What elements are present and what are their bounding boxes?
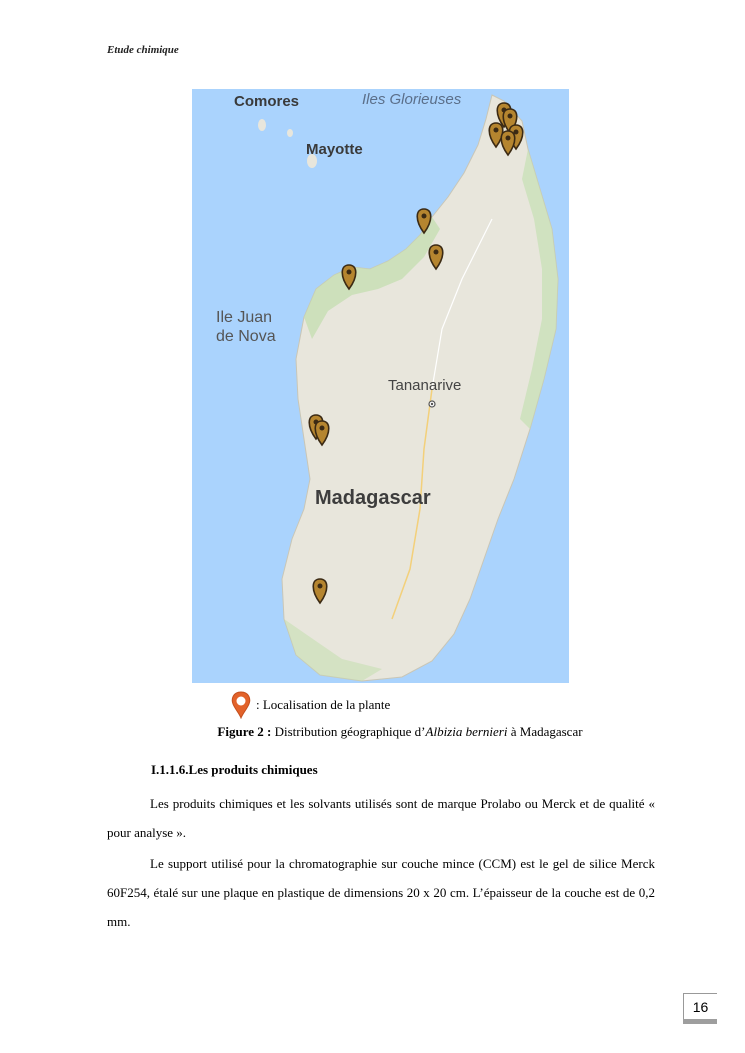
label-comores: Comores: [234, 93, 300, 110]
paragraph-2: Le support utilisé pour la chromatographie sur couche mince (CCM) est le gel de silice Merck 60F254, étalé sur une plaque en plastique de dimensions 20 x 20 cm. L’épaisseur de la couche est de 0,2 mm.: [107, 856, 655, 929]
legend-text: : Localisation de la plante: [256, 697, 391, 712]
figure-caption: [0, 724, 745, 740]
label-madagascar: Madagascar: [315, 487, 431, 509]
label-juan-de-nova-2: de Nova: [216, 328, 276, 345]
running-header: Etude chimique: [107, 44, 179, 56]
label-tananarive: Tananarive: [388, 377, 462, 394]
map-graphic: [192, 89, 569, 683]
label-glorieuses: Iles Glorieuses: [362, 91, 462, 108]
distribution-map: [192, 89, 569, 683]
paragraph-1: Les produits chimiques et les solvants utilisés sont de marque Prolabo ou Merck et de qualité « pour analyse ».: [107, 796, 655, 840]
page-number-bar: [683, 1019, 717, 1024]
caption-text-after: à Madagascar: [507, 724, 583, 739]
section-heading: I.1.1.6.Les produits chimiques: [151, 762, 318, 777]
comores-island: [258, 119, 266, 131]
comores-island-2: [287, 129, 293, 137]
label-juan-de-nova-1: Ile Juan: [216, 309, 273, 326]
map-legend: [230, 690, 390, 720]
caption-species: Albizia bernieri: [425, 724, 508, 739]
caption-label: Figure 2 :: [217, 724, 272, 739]
page-number: 16: [683, 993, 717, 1020]
caption-text-before: Distribution géographique d’: [271, 724, 426, 739]
orange-pin-icon: [230, 691, 252, 719]
label-mayotte: Mayotte: [306, 141, 363, 158]
